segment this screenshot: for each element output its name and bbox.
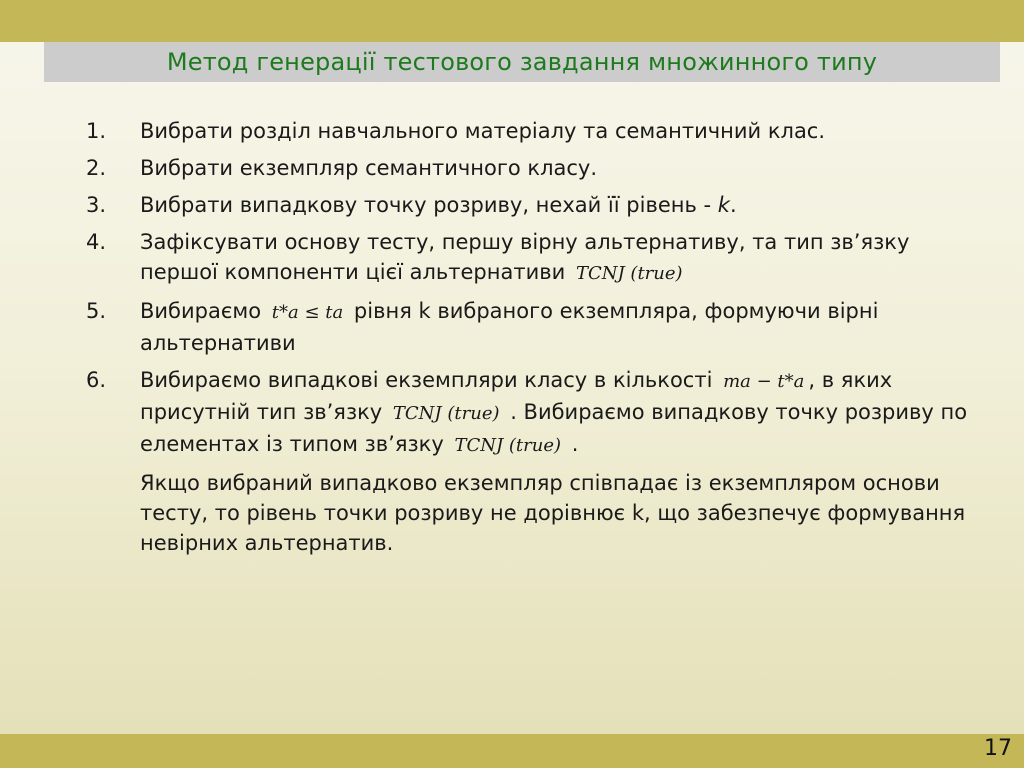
list-item xyxy=(86,227,976,289)
item-text xyxy=(140,190,976,220)
item-number: 2. xyxy=(86,156,107,180)
item-text-part2: , в яких присутній тип зв’язку xyxy=(140,368,893,424)
list-item xyxy=(86,153,976,183)
item-text xyxy=(140,365,976,461)
item-text xyxy=(140,296,976,358)
page-number: 17 xyxy=(984,736,1012,761)
formula-tcnj-true: TCNJ (true) xyxy=(454,435,562,456)
item-text: Вибрати розділ навчального матеріалу та семантичний клас. xyxy=(140,119,826,143)
item-number: 4. xyxy=(86,230,107,254)
item-number: 3. xyxy=(86,193,107,217)
list-item xyxy=(86,296,976,358)
var-k: k xyxy=(717,193,730,217)
list-item xyxy=(86,190,976,220)
slide-content xyxy=(86,116,976,558)
slide-title: Метод генерації тестового завдання множинного типу xyxy=(166,48,878,76)
formula-tcnj-true: TCNJ (true) xyxy=(392,403,500,424)
formula-tcnj-true: TCNJ (true) xyxy=(575,263,683,284)
top-accent-band xyxy=(0,0,1024,42)
item-number: 6. xyxy=(86,368,107,392)
item-text-part3: . Вибираємо випадкову точку розриву по елементах із типом зв’язку xyxy=(140,400,968,456)
note-paragraph: Якщо вибраний випадково екземпляр співпадає із екземпляром основи тесту, то рівень точки розриву не дорівнює k, що забезпечує формування невірних альтернатив. xyxy=(140,471,966,555)
item-number: 5. xyxy=(86,299,107,323)
item-text xyxy=(140,227,976,289)
item-text-after: рівня k вибраного екземпляра, формуючи вірні альтернативи xyxy=(140,299,879,355)
bottom-accent-band xyxy=(0,734,1024,768)
item-text-part4: . xyxy=(571,432,579,456)
item-text-before: Вибираємо xyxy=(140,299,262,323)
item-text-part1: Вибираємо випадкові екземпляри класу в кількості xyxy=(140,368,713,392)
item-text: Вибрати екземпляр семантичного класу. xyxy=(140,156,598,180)
formula-m-minus-t-star: ma − t*a xyxy=(723,371,805,392)
list-item xyxy=(86,365,976,461)
title-bar xyxy=(44,42,1000,82)
list-item xyxy=(86,116,976,146)
item-text-body: Зафіксувати основу тесту, першу вірну альтернативу, та тип зв’язку першої компоненти цієї альтернативи xyxy=(140,230,910,284)
item-number: 1. xyxy=(86,119,107,143)
item-text-before: Вибрати випадкову точку розриву, нехай її рівень - xyxy=(140,193,718,217)
item-text-after: . xyxy=(729,193,737,217)
formula-t-star-le-t: t*a ≤ ta xyxy=(271,302,344,323)
